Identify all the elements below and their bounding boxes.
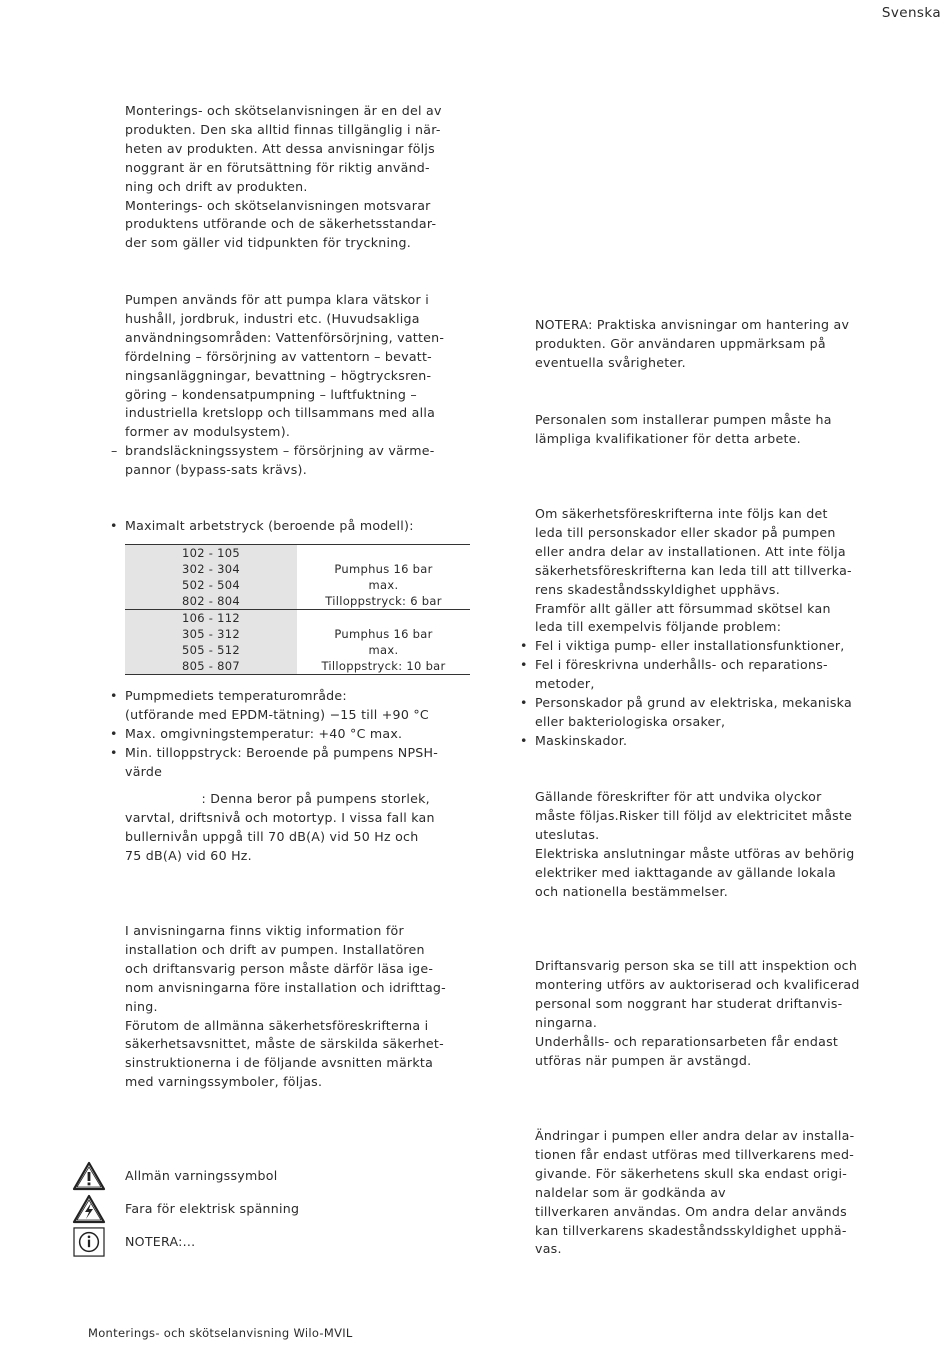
list-item: • Fel i föreskrivna underhålls- och reparations- metoder, bbox=[520, 656, 828, 691]
language-label: Svenska bbox=[881, 5, 941, 21]
table-cell: Pumphus 16 bar bbox=[334, 627, 433, 641]
note-paragraph: NOTERA: Praktiska anvisningar om hantering av produkten. Gör användaren uppmärksam på eventuella svårigheter. bbox=[535, 317, 850, 370]
info-icon bbox=[72, 1227, 106, 1257]
staff-paragraph: Personalen som installerar pumpen måste ha lämpliga kvalifikationer för detta arbete. bbox=[535, 412, 832, 446]
table-row bbox=[125, 658, 470, 675]
usage-dash-list bbox=[111, 442, 435, 480]
table-cell: 305 - 312 bbox=[125, 626, 297, 642]
warning-triangle-icon bbox=[72, 1161, 106, 1191]
symbol-label: NOTERA:... bbox=[125, 1234, 196, 1249]
list-item: • Maximalt arbetstryck (beroende på modell): bbox=[110, 518, 414, 533]
table-row bbox=[125, 545, 470, 562]
max-pressure-list bbox=[110, 517, 414, 536]
symbol-label: Allmän varningssymbol bbox=[125, 1168, 278, 1183]
table-cell: 102 - 105 bbox=[125, 545, 297, 562]
table-cell: 802 - 804 bbox=[125, 593, 297, 610]
modifications-paragraph: Ändringar i pumpen eller andra delar av installa- tionen får endast utföras med tillverkarens med- givande. För säkerhetens skull ska endast origi- naldelar som är godkända av tillverkaren användas. Om andra delar används kan tillverkarens skadeståndsskyldighet upphä- vas. bbox=[535, 1128, 855, 1257]
risks-paragraph: Om säkerhetsföreskrifterna inte följs kan det leda till personskador eller skador på pumpen eller andra delar av installationen. Att inte följa säkerhetsföreskrifterna kan leda till att tillverka- rens skadeståndsskyldighet upphävs. Framför allt gäller att försummad skötsel kan leda till exempelvis följande problem: bbox=[535, 506, 852, 635]
table-row bbox=[125, 593, 470, 610]
table-cell: 106 - 112 bbox=[125, 610, 297, 627]
list-item: • Min. tilloppstryck: Beroende på pumpens NPSH- värde bbox=[110, 744, 439, 779]
electric-paragraph: Gällande föreskrifter för att undvika olyckor måste följas.Risker till följd av elektricitet måste uteslutas. Elektriska anslutningar måste utföras av behörig elektriker med iakttagande av gällande lokala och nationella bestämmelser. bbox=[535, 789, 855, 899]
table-cell: 805 - 807 bbox=[125, 658, 297, 675]
safety-info-paragraph: I anvisningarna finns viktig information för installation och drift av pumpen. Installatören och driftansvarig person måste därför läsa ige- nom anvisningarna före installation och idrifttag- ning. Förutom de allmänna säkerhetsföreskrifterna i säkerhetsavsnittet, måste de särskilda säkerhet- sinstruktionerna i de följande avsnitten märkta med varningssymboler, följas. bbox=[125, 923, 446, 1090]
list-item: – brandsläckningssystem – försörjning av värme- pannor (bypass-sats krävs). bbox=[111, 443, 435, 477]
table-cell: Tilloppstryck: 6 bar bbox=[297, 593, 470, 610]
specs-list bbox=[110, 687, 439, 782]
footer-text: Monterings- och skötselanvisning Wilo-MVIL bbox=[88, 1326, 353, 1340]
list-item: • Personskador på grund av elektriska, mekaniska eller bakteriologiska orsaker, bbox=[520, 694, 852, 729]
table-row bbox=[125, 610, 470, 627]
list-item: • Pumpmediets temperaturområde: (utförande med EPDM-tätning) −15 till +90 °C bbox=[110, 688, 429, 722]
list-item: • Maskinskador. bbox=[520, 732, 628, 748]
list-item: • Fel i viktiga pump- eller installationsfunktioner, bbox=[520, 638, 845, 653]
table-cell bbox=[297, 610, 470, 627]
table-cell bbox=[297, 545, 470, 562]
table-row bbox=[125, 642, 470, 658]
table-cell: Tilloppstryck: 10 bar bbox=[321, 659, 446, 673]
noise-paragraph: : Denna beror på pumpens storlek, varvtal, driftsnivå och motortyp. I vissa fall kan bullernivån uppgå till 70 dB(A) vid 50 Hz och 75 dB(A) vid 60 Hz. bbox=[125, 791, 435, 863]
table-row bbox=[125, 577, 470, 593]
table-cell: 502 - 504 bbox=[125, 577, 297, 593]
intro-paragraph: Monterings- och skötselanvisningen är en del av produkten. Den ska alltid finnas tillgänglig i när- heten av produkten. Att dessa anvisningar följs noggrant är en förutsättning för riktig använd- ning och drift av produkten. Monterings- och skötselanvisningen motsvarar produktens utförande och de säkerhetsstandar- der som gäller vid tidpunkten för tryckning. bbox=[125, 103, 442, 251]
table-cell: max. bbox=[368, 578, 399, 592]
table-row bbox=[125, 561, 470, 577]
spec-table bbox=[125, 544, 470, 675]
table-cell: 302 - 304 bbox=[125, 561, 297, 577]
table-cell: Pumphus 16 bar bbox=[334, 562, 433, 576]
table-row bbox=[125, 626, 470, 642]
table-cell: 505 - 512 bbox=[125, 642, 297, 658]
inspection-paragraph: Driftansvarig person ska se till att inspektion och montering utförs av auktoriserad och kvalificerad personal som noggrant har studerat driftanvis- ningarna. Underhålls- och reparationsarbeten får endast utföras när pumpen är avstängd. bbox=[535, 958, 860, 1068]
symbol-label: Fara för elektrisk spänning bbox=[125, 1201, 300, 1216]
table-cell: max. bbox=[368, 643, 399, 657]
electric-hazard-icon bbox=[72, 1194, 106, 1224]
list-item: • Max. omgivningstemperatur: +40 °C max. bbox=[110, 725, 403, 741]
risk-list bbox=[520, 637, 852, 750]
usage-paragraph: Pumpen används för att pumpa klara vätskor i hushåll, jordbruk, industri etc. (Huvudsakliga användningsområden: Vattenförsörjning, vatten- fördelning – försörjning av vattentorn – bevatt- ningsanläggningar, bevattning – högtrycksren- göring – kondensatpumpning – luftfuktning – industriella kretslopp och tillsammans med alla former av modulsystem). bbox=[125, 292, 445, 440]
